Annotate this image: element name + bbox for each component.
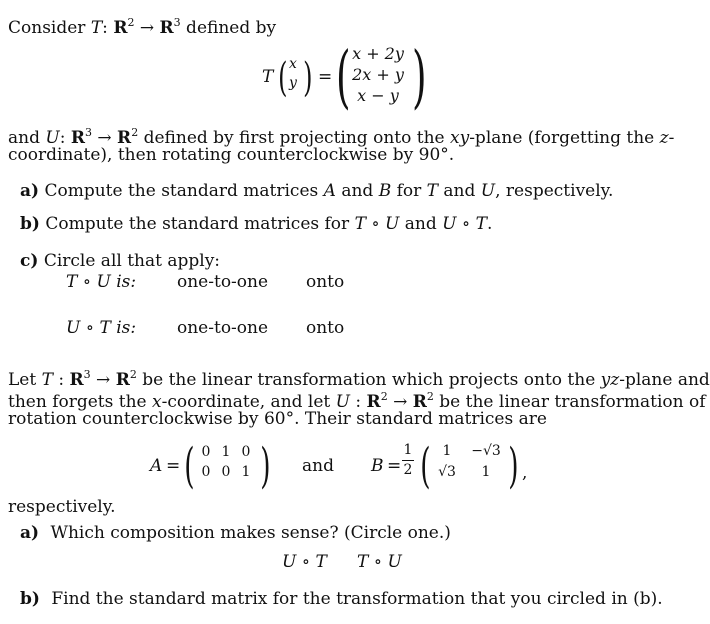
text: :	[350, 392, 367, 412]
question-2b	[20, 588, 663, 610]
exponent: 3	[84, 126, 92, 139]
left-paren: (	[420, 438, 431, 494]
question-2a	[20, 522, 451, 544]
text: Find the standard matrix for the transformation that you circled in (b).	[51, 589, 663, 609]
label: a)	[20, 523, 40, 543]
matrix-B-label: B	[371, 456, 384, 476]
arrow: →	[90, 370, 116, 390]
part2-line3: rotation counterclockwise by 60°. Their standard matrices are	[8, 409, 547, 429]
R-symbol: R	[69, 370, 84, 390]
var-T: T	[90, 18, 103, 38]
R-symbol: R	[115, 370, 130, 390]
matrix-A	[196, 442, 256, 482]
row2: 2x + y	[352, 65, 404, 84]
equals: =	[387, 456, 402, 476]
intro-line	[8, 12, 276, 39]
text: Compute the standard matrices	[44, 181, 324, 201]
TU-onto-option[interactable]: onto	[306, 272, 345, 292]
R-symbol: R	[366, 392, 381, 412]
R-symbol: R	[412, 392, 427, 412]
TU-one-to-one-option[interactable]: one-to-one	[177, 272, 269, 292]
var-T: T	[41, 370, 53, 390]
equals: =	[166, 456, 181, 476]
cell: 1	[481, 464, 491, 480]
right-paren: )	[508, 438, 519, 494]
cell: √3	[438, 464, 456, 480]
arrow: →	[91, 128, 118, 148]
numerator: 1	[403, 442, 413, 458]
R-symbol: R	[159, 18, 174, 38]
cell: 0	[201, 464, 211, 480]
left-paren: (	[184, 438, 195, 494]
question-1a	[20, 180, 613, 202]
text: for	[391, 181, 427, 201]
composition-TU: T ∘ U	[354, 214, 400, 234]
cell: 0	[201, 444, 211, 460]
matrix-A-row1	[196, 442, 256, 462]
text: then forgets the	[8, 392, 152, 412]
half-fraction	[402, 442, 414, 479]
exponent: 3	[83, 368, 91, 381]
u-definition-line2: coordinate), then rotating counterclockwise by 90°.	[8, 145, 455, 165]
row3: x − y	[357, 86, 399, 105]
text: -plane and	[619, 370, 710, 390]
input-vector	[285, 55, 301, 93]
var-B: B	[378, 181, 392, 201]
text: defined by first projecting onto the	[138, 128, 450, 148]
var-U: U	[45, 128, 60, 148]
left-paren: (	[278, 55, 288, 101]
text: defined by	[180, 18, 277, 38]
fraction-bar	[402, 460, 414, 461]
var-xy: xy	[449, 128, 470, 148]
matrix-A-label: A	[150, 456, 163, 476]
exponent: 3	[173, 16, 181, 29]
text: :	[52, 370, 70, 390]
output-vector	[348, 43, 408, 106]
text: -plane (forgetting the	[469, 128, 660, 148]
lhs-T: T	[262, 67, 274, 87]
text: -	[668, 128, 675, 148]
label: b)	[20, 214, 40, 234]
var-yz: yz	[600, 370, 620, 390]
text: and	[399, 214, 443, 234]
R-symbol: R	[113, 18, 128, 38]
cell: 0	[241, 444, 251, 460]
left-paren: (	[335, 38, 351, 117]
comma: ,	[522, 463, 528, 483]
text: Compute the standard matrices for	[45, 214, 355, 234]
text: and	[438, 181, 481, 201]
matrix-B	[430, 441, 508, 483]
equals: =	[318, 67, 333, 87]
label: c)	[20, 251, 39, 271]
UT-one-to-one-option[interactable]: one-to-one	[177, 318, 269, 338]
UT-onto-option[interactable]: onto	[306, 318, 345, 338]
text: :	[59, 128, 71, 148]
text: be the linear transformation which projects onto the	[136, 370, 601, 390]
text: , respectively.	[495, 181, 614, 201]
matrix-B-row1	[430, 441, 508, 462]
matrix-B-row2	[430, 462, 508, 483]
row-UT-label: U ∘ T is:	[66, 318, 137, 338]
text: Which composition makes sense? (Circle one.)	[50, 523, 451, 543]
matrix-A-row2	[196, 462, 256, 482]
text: be the linear transformation of	[433, 392, 706, 412]
cell: 1	[442, 443, 452, 459]
text: Consider	[8, 18, 86, 38]
label: b)	[20, 589, 40, 609]
text: -coordinate, and let	[161, 392, 336, 412]
question-1b	[20, 213, 492, 235]
exponent: 2	[129, 368, 137, 381]
cell: 1	[221, 444, 231, 460]
arrow: →	[134, 18, 160, 38]
var-T: T	[426, 181, 439, 201]
row-TU-label: T ∘ U is:	[66, 272, 137, 292]
text: and	[8, 128, 40, 148]
exponent: 2	[131, 126, 139, 139]
var-U: U	[335, 392, 350, 412]
composition-UT: U ∘ T	[442, 214, 487, 234]
vec-y: y	[289, 75, 297, 91]
var-z: z	[659, 128, 669, 148]
vec-x: x	[289, 56, 297, 72]
right-paren: )	[303, 55, 313, 101]
exponent: 2	[426, 390, 434, 403]
text: .	[486, 214, 493, 234]
text: Let	[8, 370, 37, 390]
choice-UT[interactable]: U ∘ T	[282, 552, 327, 572]
arrow: →	[387, 392, 413, 412]
row1: x + 2y	[352, 44, 404, 63]
denominator: 2	[403, 462, 413, 478]
cell: 0	[221, 464, 231, 480]
text: Circle all that apply:	[43, 251, 221, 271]
choice-TU[interactable]: T ∘ U	[357, 552, 402, 572]
R-symbol: R	[117, 128, 132, 148]
var-A: A	[323, 181, 336, 201]
exponent: 2	[127, 16, 135, 29]
exponent: 2	[380, 390, 388, 403]
text: :	[102, 18, 114, 38]
cell: 1	[241, 464, 251, 480]
question-1c	[20, 250, 220, 272]
and-text: and	[302, 456, 334, 476]
right-paren: )	[260, 438, 271, 494]
respectively: respectively.	[8, 497, 116, 517]
var-U: U	[480, 181, 496, 201]
var-x: x	[152, 392, 162, 412]
R-symbol: R	[70, 128, 85, 148]
label: a)	[20, 181, 40, 201]
text: and	[335, 181, 379, 201]
cell: −√3	[471, 443, 501, 459]
right-paren: )	[411, 38, 427, 117]
